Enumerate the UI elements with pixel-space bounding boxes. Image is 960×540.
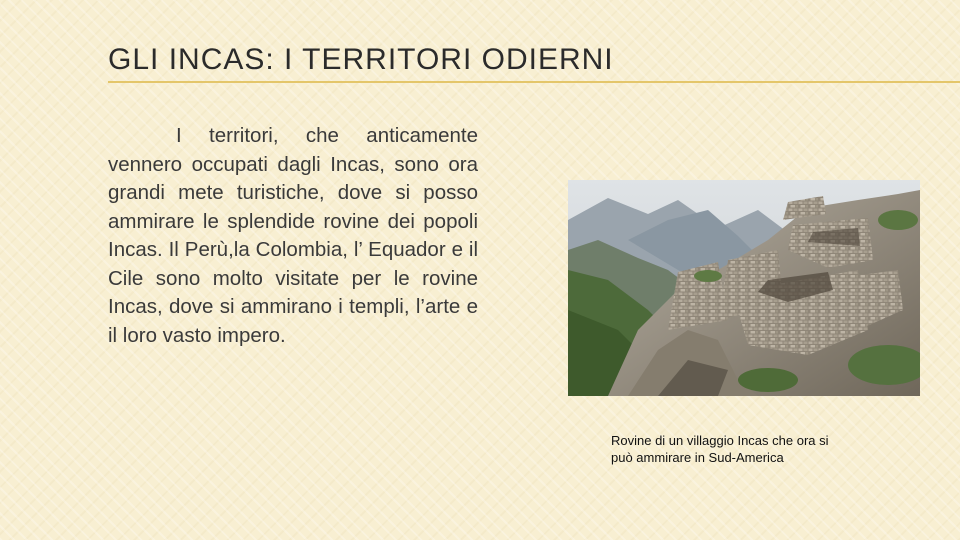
slide-title: GLI INCAS: I TERRITORI ODIERNI bbox=[108, 43, 614, 76]
photo-caption: Rovine di un villaggio Incas che ora si può ammirare in Sud-America bbox=[611, 433, 829, 465]
title-divider bbox=[108, 81, 960, 83]
body-paragraph: I territori, che anticamente vennero occupati dagli Incas, sono ora grandi mete turistiche, dove si posso ammirare le splendide rovine dei popoli Incas. Il Perù,la Colombia, l’ Equador e il Cile sono molto visitate per le rovine Incas, dove si ammirano i templi, l’arte e il loro vasto impero. bbox=[108, 124, 478, 347]
inca-ruins-photo bbox=[568, 180, 920, 396]
